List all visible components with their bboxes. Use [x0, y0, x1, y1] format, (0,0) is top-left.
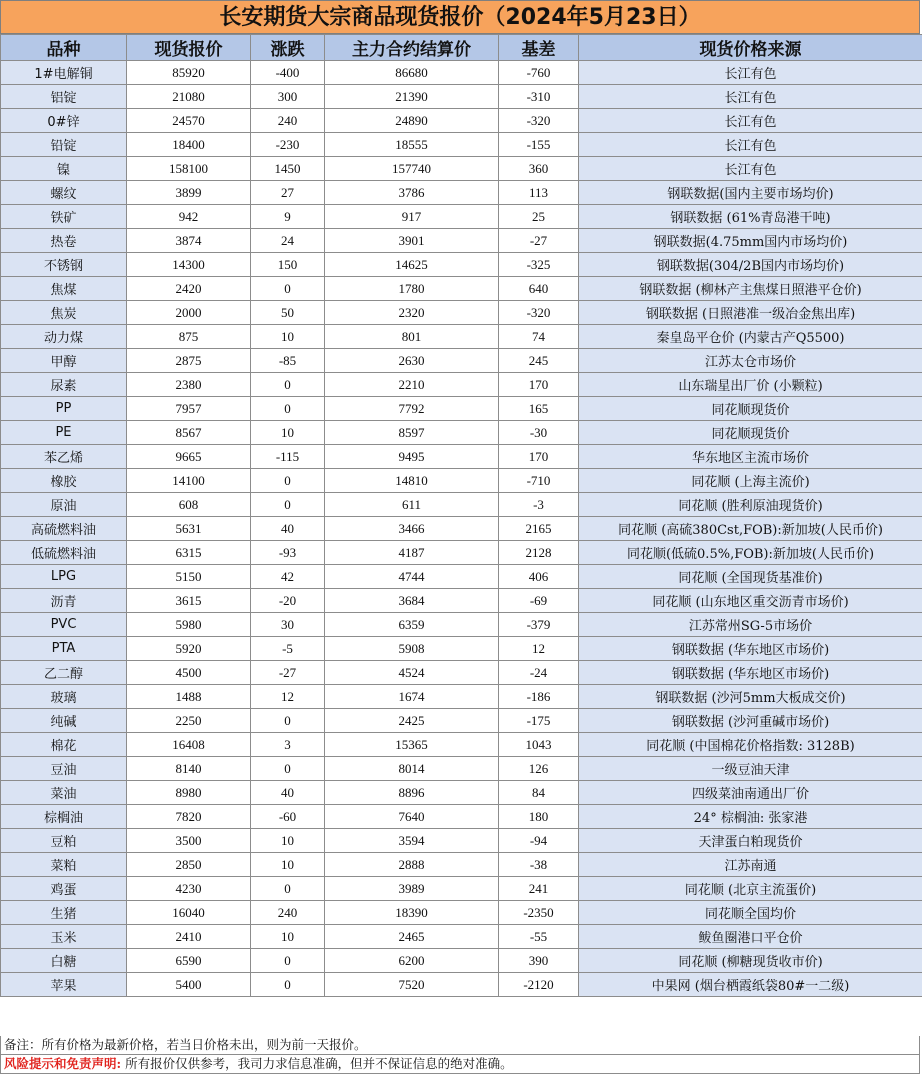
table-row — [1, 325, 922, 349]
basis-cell: -310 — [499, 85, 579, 109]
change-cell: 0 — [251, 277, 325, 301]
source-cell: 同花顺全国均价 — [579, 901, 922, 925]
basis-cell: 113 — [499, 181, 579, 205]
spot-price-cell: 3615 — [127, 589, 251, 613]
settlement-cell: 2210 — [325, 373, 499, 397]
table-row — [1, 853, 922, 877]
settlement-cell: 3989 — [325, 877, 499, 901]
spot-price-cell: 24570 — [127, 109, 251, 133]
variety-cell: 高硫燃料油 — [1, 517, 127, 541]
settlement-cell: 24890 — [325, 109, 499, 133]
table-row — [1, 541, 922, 565]
basis-cell: 84 — [499, 781, 579, 805]
source-cell: 江苏常州SG-5市场价 — [579, 613, 922, 637]
col-header-spot-price: 现货报价 — [127, 35, 251, 61]
table-row — [1, 565, 922, 589]
spot-price-cell: 4500 — [127, 661, 251, 685]
change-cell: -5 — [251, 637, 325, 661]
basis-cell: -24 — [499, 661, 579, 685]
variety-cell: 菜粕 — [1, 853, 127, 877]
source-cell: 长江有色 — [579, 61, 922, 85]
variety-cell: 低硫燃料油 — [1, 541, 127, 565]
basis-cell: -38 — [499, 853, 579, 877]
spot-price-cell: 5980 — [127, 613, 251, 637]
table-row — [1, 493, 922, 517]
change-cell: 10 — [251, 853, 325, 877]
change-cell: 300 — [251, 85, 325, 109]
variety-cell: 玉米 — [1, 925, 127, 949]
table-row — [1, 661, 922, 685]
spot-price-cell: 2410 — [127, 925, 251, 949]
settlement-cell: 2888 — [325, 853, 499, 877]
basis-cell: -710 — [499, 469, 579, 493]
source-cell: 秦皇岛平仓价 (内蒙古产Q5500) — [579, 325, 922, 349]
settlement-cell: 8896 — [325, 781, 499, 805]
change-cell: 0 — [251, 493, 325, 517]
basis-cell: 126 — [499, 757, 579, 781]
basis-cell: -2120 — [499, 973, 579, 997]
table-row — [1, 253, 922, 277]
change-cell: -400 — [251, 61, 325, 85]
spot-price-cell: 2420 — [127, 277, 251, 301]
table-row — [1, 733, 922, 757]
settlement-cell: 4744 — [325, 565, 499, 589]
basis-cell: -69 — [499, 589, 579, 613]
table-row — [1, 613, 922, 637]
table-row — [1, 157, 922, 181]
spot-price-cell: 7820 — [127, 805, 251, 829]
source-cell: 山东瑞星出厂价 (小颗粒) — [579, 373, 922, 397]
change-cell: -27 — [251, 661, 325, 685]
source-cell: 24° 棕榈油: 张家港 — [579, 805, 922, 829]
table-row — [1, 973, 922, 997]
source-cell: 同花顺现货价 — [579, 421, 922, 445]
change-cell: 30 — [251, 613, 325, 637]
spot-price-cell: 2000 — [127, 301, 251, 325]
basis-cell: -94 — [499, 829, 579, 853]
header-row — [1, 35, 922, 61]
change-cell: 27 — [251, 181, 325, 205]
spot-price-cell: 1488 — [127, 685, 251, 709]
source-cell: 钢联数据(4.75mm国内市场均价) — [579, 229, 922, 253]
basis-cell: 74 — [499, 325, 579, 349]
spot-price-cell: 3874 — [127, 229, 251, 253]
basis-cell: 1043 — [499, 733, 579, 757]
basis-cell: 390 — [499, 949, 579, 973]
table-row — [1, 709, 922, 733]
settlement-cell: 3684 — [325, 589, 499, 613]
variety-cell: 苹果 — [1, 973, 127, 997]
spot-price-cell: 5631 — [127, 517, 251, 541]
variety-cell: 沥青 — [1, 589, 127, 613]
footnote: 备注：所有价格为最新价格，若当日价格未出，则为前一天报价。 — [0, 1036, 920, 1055]
basis-cell: -55 — [499, 925, 579, 949]
change-cell: 42 — [251, 565, 325, 589]
spot-price-cell: 5920 — [127, 637, 251, 661]
variety-cell: 菜油 — [1, 781, 127, 805]
settlement-cell: 18390 — [325, 901, 499, 925]
basis-cell: 406 — [499, 565, 579, 589]
variety-cell: 0#锌 — [1, 109, 127, 133]
source-cell: 江苏太仓市场价 — [579, 349, 922, 373]
source-cell: 华东地区主流市场价 — [579, 445, 922, 469]
settlement-cell: 14625 — [325, 253, 499, 277]
table-row — [1, 517, 922, 541]
basis-cell: -155 — [499, 133, 579, 157]
settlement-cell: 3786 — [325, 181, 499, 205]
source-cell: 鲅鱼圈港口平仓价 — [579, 925, 922, 949]
settlement-cell: 7520 — [325, 973, 499, 997]
variety-cell: 纯碱 — [1, 709, 127, 733]
table-row — [1, 949, 922, 973]
source-cell: 长江有色 — [579, 109, 922, 133]
variety-cell: 热卷 — [1, 229, 127, 253]
change-cell: 40 — [251, 517, 325, 541]
basis-cell: 640 — [499, 277, 579, 301]
change-cell: 0 — [251, 373, 325, 397]
change-cell: 0 — [251, 397, 325, 421]
variety-cell: 铝锭 — [1, 85, 127, 109]
basis-cell: 2165 — [499, 517, 579, 541]
basis-cell: 245 — [499, 349, 579, 373]
table-row — [1, 901, 922, 925]
source-cell: 钢联数据 (柳林产主焦煤日照港平仓价) — [579, 277, 922, 301]
col-header-basis: 基差 — [499, 35, 579, 61]
source-cell: 钢联数据 (华东地区市场价) — [579, 661, 922, 685]
settlement-cell: 2320 — [325, 301, 499, 325]
col-header-variety: 品种 — [1, 35, 127, 61]
table-row — [1, 685, 922, 709]
spot-price-cell: 14300 — [127, 253, 251, 277]
change-cell: 12 — [251, 685, 325, 709]
change-cell: 240 — [251, 109, 325, 133]
table-row — [1, 805, 922, 829]
change-cell: 0 — [251, 877, 325, 901]
settlement-cell: 2465 — [325, 925, 499, 949]
change-cell: 24 — [251, 229, 325, 253]
spot-price-cell: 3500 — [127, 829, 251, 853]
table-row — [1, 205, 922, 229]
spot-price-cell: 14100 — [127, 469, 251, 493]
source-cell: 同花顺 (柳糖现货收市价) — [579, 949, 922, 973]
variety-cell: 橡胶 — [1, 469, 127, 493]
source-cell: 钢联数据(304/2B国内市场均价) — [579, 253, 922, 277]
spot-price-cell: 9665 — [127, 445, 251, 469]
spot-price-cell: 21080 — [127, 85, 251, 109]
spot-price-cell: 158100 — [127, 157, 251, 181]
spot-price-cell: 3899 — [127, 181, 251, 205]
change-cell: 0 — [251, 949, 325, 973]
variety-cell: PTA — [1, 637, 127, 661]
spot-price-cell: 2875 — [127, 349, 251, 373]
table-row — [1, 373, 922, 397]
change-cell: 10 — [251, 421, 325, 445]
table-row — [1, 85, 922, 109]
basis-cell: 12 — [499, 637, 579, 661]
variety-cell: 白糖 — [1, 949, 127, 973]
settlement-cell: 7792 — [325, 397, 499, 421]
source-cell: 同花顺 (中国棉花价格指数: 3128B) — [579, 733, 922, 757]
variety-cell: 1#电解铜 — [1, 61, 127, 85]
source-cell: 长江有色 — [579, 85, 922, 109]
col-header-change: 涨跌 — [251, 35, 325, 61]
settlement-cell: 6359 — [325, 613, 499, 637]
settlement-cell: 3901 — [325, 229, 499, 253]
variety-cell: 原油 — [1, 493, 127, 517]
table-row — [1, 301, 922, 325]
settlement-cell: 611 — [325, 493, 499, 517]
spot-price-cell: 5150 — [127, 565, 251, 589]
spot-price-cell: 7957 — [127, 397, 251, 421]
disclaimer-text: 所有报价仅供参考，我司力求信息准确，但并不保证信息的绝对准确。 — [125, 1056, 513, 1071]
basis-cell: -30 — [499, 421, 579, 445]
variety-cell: PE — [1, 421, 127, 445]
change-cell: 50 — [251, 301, 325, 325]
table-row — [1, 829, 922, 853]
table-row — [1, 181, 922, 205]
spot-price-cell: 608 — [127, 493, 251, 517]
change-cell: 1450 — [251, 157, 325, 181]
table-row — [1, 349, 922, 373]
change-cell: -85 — [251, 349, 325, 373]
spot-price-cell: 2250 — [127, 709, 251, 733]
spot-price-cell: 2380 — [127, 373, 251, 397]
variety-cell: 生猪 — [1, 901, 127, 925]
table-row — [1, 421, 922, 445]
table-row — [1, 397, 922, 421]
variety-cell: 铅锭 — [1, 133, 127, 157]
basis-cell: 360 — [499, 157, 579, 181]
settlement-cell: 1780 — [325, 277, 499, 301]
settlement-cell: 917 — [325, 205, 499, 229]
change-cell: -93 — [251, 541, 325, 565]
spot-price-cell: 5400 — [127, 973, 251, 997]
source-cell: 长江有色 — [579, 133, 922, 157]
basis-cell: 180 — [499, 805, 579, 829]
basis-cell: 170 — [499, 373, 579, 397]
settlement-cell: 8014 — [325, 757, 499, 781]
table-row — [1, 109, 922, 133]
settlement-cell: 18555 — [325, 133, 499, 157]
spot-price-cell: 8567 — [127, 421, 251, 445]
basis-cell: -325 — [499, 253, 579, 277]
source-cell: 中果网 (烟台栖霞纸袋80#一二级) — [579, 973, 922, 997]
table-row — [1, 757, 922, 781]
variety-cell: PVC — [1, 613, 127, 637]
settlement-cell: 3466 — [325, 517, 499, 541]
source-cell: 同花顺 (山东地区重交沥青市场价) — [579, 589, 922, 613]
disclaimer-label: 风险提示和免责声明: — [4, 1056, 122, 1071]
settlement-cell: 15365 — [325, 733, 499, 757]
table-row — [1, 277, 922, 301]
col-header-settlement: 主力合约结算价 — [325, 35, 499, 61]
table-row — [1, 229, 922, 253]
spot-price-cell: 16040 — [127, 901, 251, 925]
variety-cell: PP — [1, 397, 127, 421]
disclaimer — [0, 1055, 920, 1074]
source-cell: 同花顺 (全国现货基准价) — [579, 565, 922, 589]
variety-cell: 棉花 — [1, 733, 127, 757]
price-table — [0, 34, 922, 997]
source-cell: 同花顺现货价 — [579, 397, 922, 421]
change-cell: 3 — [251, 733, 325, 757]
spot-price-cell: 6315 — [127, 541, 251, 565]
spot-price-cell: 4230 — [127, 877, 251, 901]
basis-cell: 170 — [499, 445, 579, 469]
table-row — [1, 469, 922, 493]
spot-price-cell: 8140 — [127, 757, 251, 781]
change-cell: -20 — [251, 589, 325, 613]
col-header-source: 现货价格来源 — [579, 35, 922, 61]
sheet-title: 长安期货大宗商品现货报价（2024年5月23日） — [0, 0, 920, 34]
settlement-cell: 8597 — [325, 421, 499, 445]
change-cell: 9 — [251, 205, 325, 229]
variety-cell: 螺纹 — [1, 181, 127, 205]
source-cell: 天津蛋白粕现货价 — [579, 829, 922, 853]
basis-cell: 241 — [499, 877, 579, 901]
change-cell: -60 — [251, 805, 325, 829]
basis-cell: -186 — [499, 685, 579, 709]
basis-cell: 25 — [499, 205, 579, 229]
basis-cell: 2128 — [499, 541, 579, 565]
source-cell: 同花顺 (北京主流蛋价) — [579, 877, 922, 901]
spot-price-cell: 6590 — [127, 949, 251, 973]
settlement-cell: 6200 — [325, 949, 499, 973]
change-cell: 0 — [251, 973, 325, 997]
source-cell: 同花顺(低硫0.5%,FOB):新加坡(人民币价) — [579, 541, 922, 565]
table-row — [1, 781, 922, 805]
source-cell: 钢联数据 (沙河5mm大板成交价) — [579, 685, 922, 709]
spot-price-cell: 18400 — [127, 133, 251, 157]
variety-cell: LPG — [1, 565, 127, 589]
change-cell: 150 — [251, 253, 325, 277]
spot-price-cell: 942 — [127, 205, 251, 229]
spot-price-cell: 85920 — [127, 61, 251, 85]
change-cell: -115 — [251, 445, 325, 469]
change-cell: 10 — [251, 829, 325, 853]
basis-cell: -175 — [499, 709, 579, 733]
change-cell: 240 — [251, 901, 325, 925]
variety-cell: 动力煤 — [1, 325, 127, 349]
variety-cell: 玻璃 — [1, 685, 127, 709]
change-cell: -230 — [251, 133, 325, 157]
settlement-cell: 3594 — [325, 829, 499, 853]
basis-cell: -760 — [499, 61, 579, 85]
basis-cell: -320 — [499, 109, 579, 133]
source-cell: 一级豆油天津 — [579, 757, 922, 781]
source-cell: 同花顺 (高硫380Cst,FOB):新加坡(人民币价) — [579, 517, 922, 541]
variety-cell: 不锈钢 — [1, 253, 127, 277]
variety-cell: 焦炭 — [1, 301, 127, 325]
change-cell: 10 — [251, 925, 325, 949]
spot-price-cell: 16408 — [127, 733, 251, 757]
variety-cell: 苯乙烯 — [1, 445, 127, 469]
source-cell: 长江有色 — [579, 157, 922, 181]
table-row — [1, 61, 922, 85]
variety-cell: 豆粕 — [1, 829, 127, 853]
variety-cell: 铁矿 — [1, 205, 127, 229]
change-cell: 10 — [251, 325, 325, 349]
basis-cell: 165 — [499, 397, 579, 421]
source-cell: 同花顺 (胜利原油现货价) — [579, 493, 922, 517]
table-row — [1, 589, 922, 613]
variety-cell: 棕榈油 — [1, 805, 127, 829]
table-row — [1, 877, 922, 901]
variety-cell: 鸡蛋 — [1, 877, 127, 901]
settlement-cell: 4524 — [325, 661, 499, 685]
settlement-cell: 157740 — [325, 157, 499, 181]
variety-cell: 镍 — [1, 157, 127, 181]
settlement-cell: 14810 — [325, 469, 499, 493]
variety-cell: 甲醇 — [1, 349, 127, 373]
settlement-cell: 7640 — [325, 805, 499, 829]
table-row — [1, 133, 922, 157]
settlement-cell: 5908 — [325, 637, 499, 661]
settlement-cell: 4187 — [325, 541, 499, 565]
basis-cell: -2350 — [499, 901, 579, 925]
spot-price-cell: 2850 — [127, 853, 251, 877]
source-cell: 江苏南通 — [579, 853, 922, 877]
source-cell: 钢联数据 (华东地区市场价) — [579, 637, 922, 661]
source-cell: 同花顺 (上海主流价) — [579, 469, 922, 493]
source-cell: 四级菜油南通出厂价 — [579, 781, 922, 805]
basis-cell: -3 — [499, 493, 579, 517]
variety-cell: 乙二醇 — [1, 661, 127, 685]
source-cell: 钢联数据(国内主要市场均价) — [579, 181, 922, 205]
source-cell: 钢联数据 (沙河重碱市场价) — [579, 709, 922, 733]
variety-cell: 尿素 — [1, 373, 127, 397]
spot-price-cell: 875 — [127, 325, 251, 349]
change-cell: 0 — [251, 757, 325, 781]
settlement-cell: 2630 — [325, 349, 499, 373]
settlement-cell: 1674 — [325, 685, 499, 709]
source-cell: 钢联数据 (61%青岛港干吨) — [579, 205, 922, 229]
change-cell: 40 — [251, 781, 325, 805]
settlement-cell: 9495 — [325, 445, 499, 469]
change-cell: 0 — [251, 469, 325, 493]
settlement-cell: 2425 — [325, 709, 499, 733]
source-cell: 钢联数据 (日照港准一级冶金焦出库) — [579, 301, 922, 325]
table-row — [1, 925, 922, 949]
settlement-cell: 86680 — [325, 61, 499, 85]
table-row — [1, 637, 922, 661]
table-row — [1, 445, 922, 469]
settlement-cell: 801 — [325, 325, 499, 349]
basis-cell: -27 — [499, 229, 579, 253]
basis-cell: -379 — [499, 613, 579, 637]
spot-price-cell: 8980 — [127, 781, 251, 805]
settlement-cell: 21390 — [325, 85, 499, 109]
variety-cell: 焦煤 — [1, 277, 127, 301]
basis-cell: -320 — [499, 301, 579, 325]
change-cell: 0 — [251, 709, 325, 733]
variety-cell: 豆油 — [1, 757, 127, 781]
